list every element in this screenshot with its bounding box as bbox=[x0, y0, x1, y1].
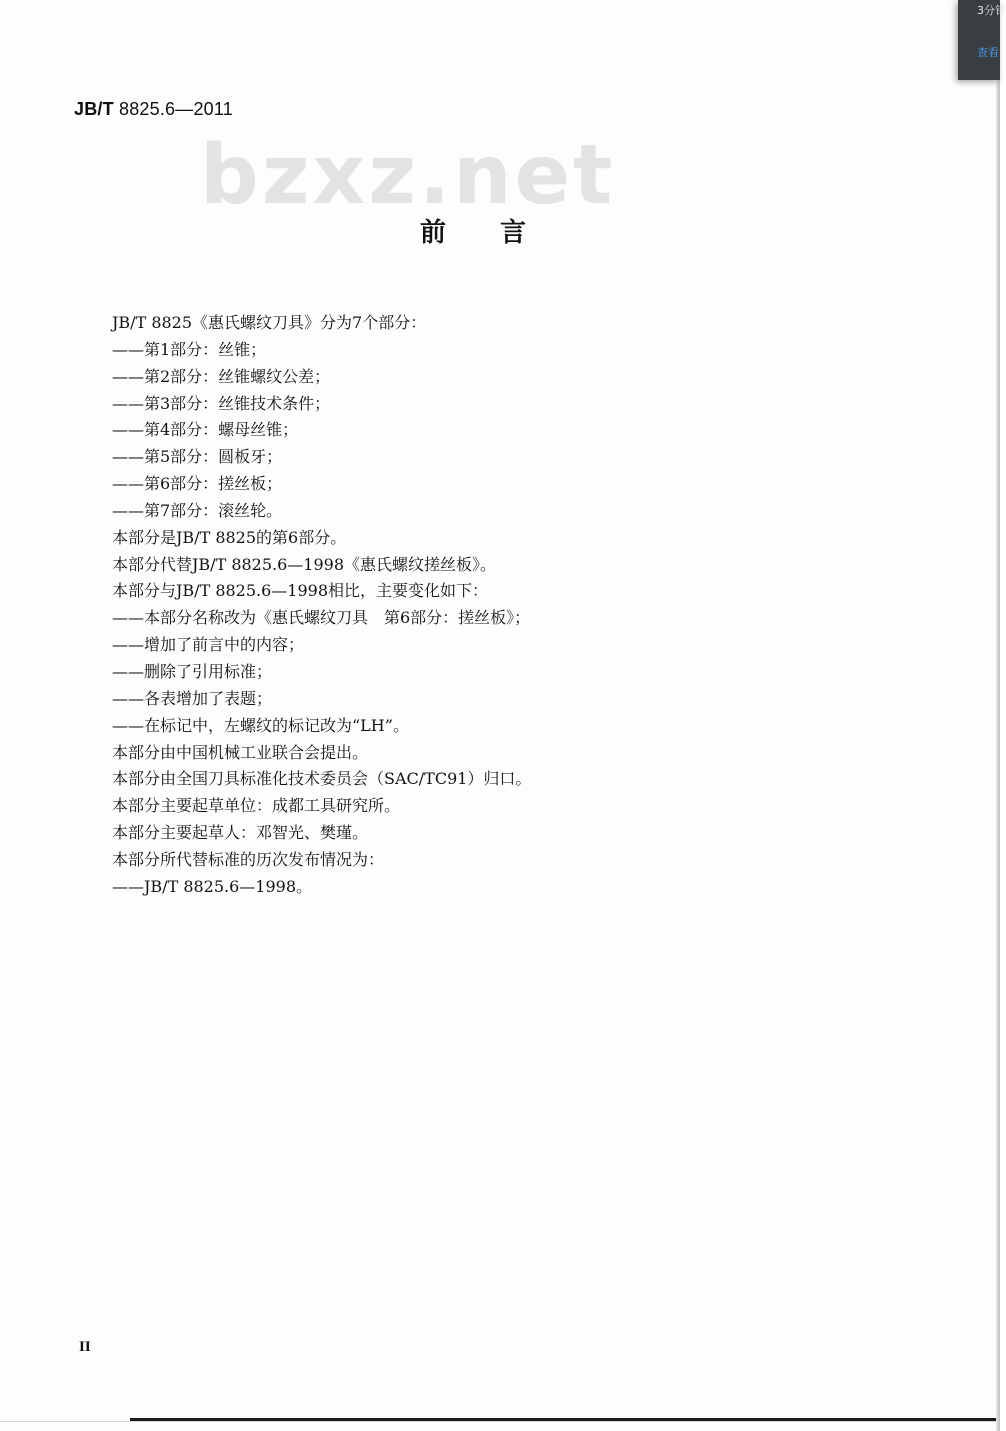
foreword-line: ——第7部分：滚丝轮。 bbox=[112, 500, 283, 520]
page-number: II bbox=[79, 1339, 91, 1355]
foreword-line: ——本部分名称改为《惠氏螺纹刀具 第6部分：搓丝板》； bbox=[112, 608, 531, 628]
page-title: 前言 bbox=[419, 218, 580, 248]
foreword-line: 本部分由中国机械工业联合会提出。 bbox=[112, 742, 369, 762]
foreword-line: ——第1部分：丝锥； bbox=[112, 339, 267, 359]
foreword-line: 本部分所代替标准的历次发布情况为： bbox=[112, 849, 385, 869]
foreword-line: ——删除了引用标准； bbox=[112, 661, 273, 681]
foreword-line: ——JB/T 8825.6—1998。 bbox=[112, 876, 313, 896]
foreword-line: 本部分与JB/T 8825.6—1998相比，主要变化如下： bbox=[112, 581, 489, 601]
foreword-line: ——第2部分：丝锥螺纹公差； bbox=[112, 366, 331, 386]
view-link[interactable]: 查看 bbox=[977, 46, 999, 59]
foreword-line: 本部分主要起草人：邓智光、樊瑾。 bbox=[112, 823, 369, 843]
foreword-line: 本部分是JB/T 8825的第6部分。 bbox=[112, 527, 347, 547]
foreword-line: 本部分主要起草单位：成都工具研究所。 bbox=[112, 796, 401, 816]
foreword-line: ——在标记中，左螺纹的标记改为“LH”。 bbox=[112, 715, 409, 735]
standard-code bbox=[74, 99, 233, 120]
foreword-line: ——第5部分：圆板牙； bbox=[112, 447, 283, 467]
page-edge-shadow bbox=[996, 0, 1000, 1431]
foreword-line: ——第3部分：丝锥技术条件； bbox=[112, 393, 331, 413]
reading-time-text: 3分钟 bbox=[977, 4, 1006, 17]
foreword-line: ——第4部分：螺母丝锥； bbox=[112, 420, 299, 440]
watermark: bzxz.net bbox=[200, 128, 616, 223]
foreword-body bbox=[112, 310, 912, 901]
bottom-edge-line bbox=[0, 1421, 1000, 1422]
foreword-line: ——第6部分：搓丝板； bbox=[112, 474, 283, 494]
foreword-line: JB/T 8825《惠氏螺纹刀具》分为7个部分： bbox=[112, 313, 427, 332]
foreword-line: ——各表增加了表题； bbox=[112, 688, 273, 708]
foreword-line: 本部分由全国刀具标准化技术委员会（SAC/TC91）归口。 bbox=[112, 769, 532, 789]
standard-code-prefix: JB/T bbox=[74, 99, 114, 119]
foreword-line: ——增加了前言中的内容； bbox=[112, 635, 305, 655]
standard-code-number: 8825.6—2011 bbox=[113, 99, 233, 119]
reading-time-popup bbox=[958, 0, 1006, 80]
foreword-line: 本部分代替JB/T 8825.6—1998《惠氏螺纹搓丝板》。 bbox=[112, 554, 497, 574]
